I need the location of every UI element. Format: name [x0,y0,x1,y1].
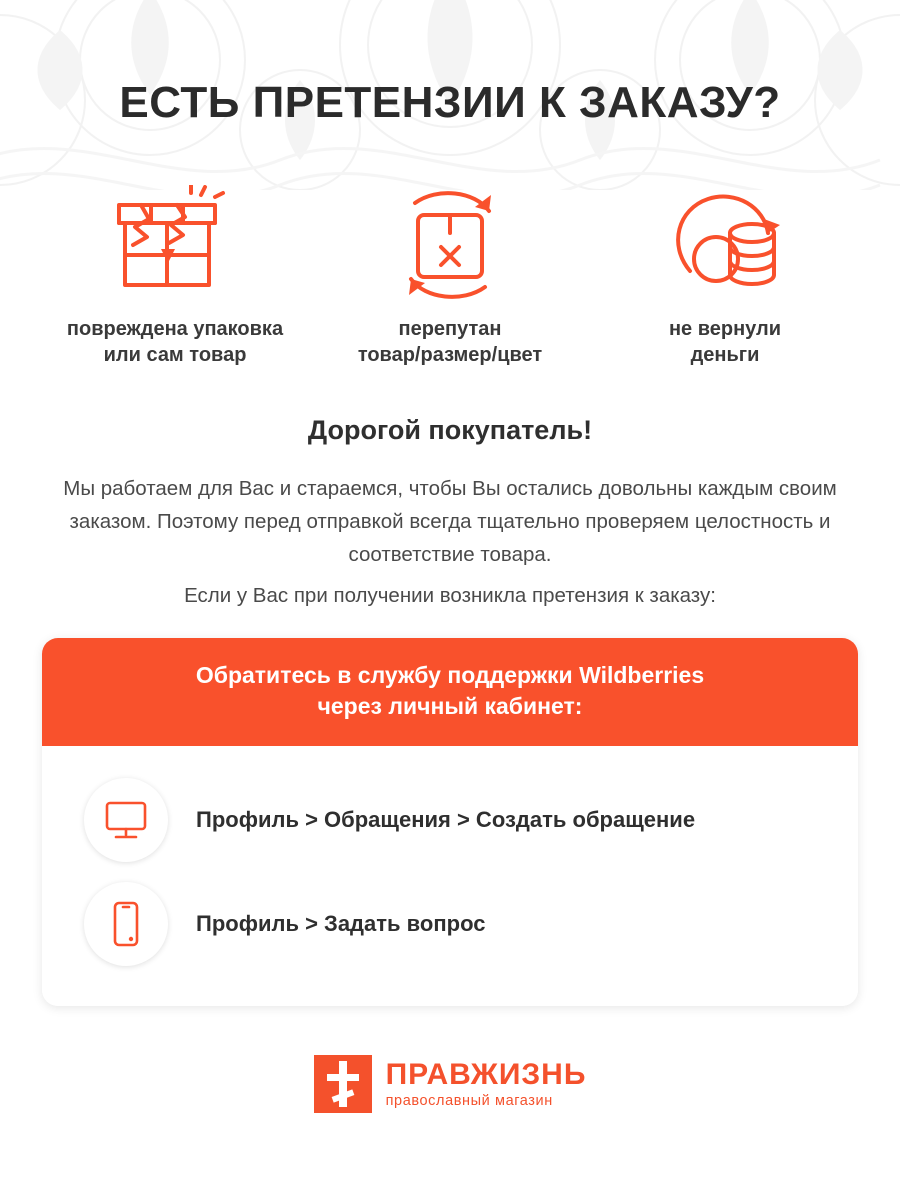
reason-caption-line2: товар/размер/цвет [357,344,543,367]
reason-caption [315,316,585,369]
brand-name: ПРАВЖИЗНЬ [385,1058,587,1092]
reason-item-wrong-item [315,180,585,369]
reason-caption-line2: деньги [690,344,760,367]
claim-condition-paragraph: Если у Вас при получении возникла претензия к заказу: [184,584,716,607]
desktop-monitor-icon [84,778,168,862]
brand-tagline: православный магазин [385,1092,553,1109]
reason-item-no-refund [590,180,860,369]
support-card-body [42,746,858,1006]
support-path-text: Профиль > Обращения > Создать обращение [196,807,696,833]
support-instructions-card [42,638,858,1006]
support-path-row-desktop [42,768,858,872]
support-header-line2: через личный кабинет: [317,693,583,720]
refund-coins-icon [590,180,860,310]
reason-caption-line2: или сам товар [103,344,247,367]
greeting-heading: Дорогой покупатель! [307,415,593,445]
brand-footer [0,1055,900,1113]
reason-caption-line1: перепутан [398,318,502,340]
brand-text [386,1059,587,1109]
reason-caption [590,316,860,369]
reason-caption-line1: не вернули [668,318,782,340]
orthodox-cross-logo-icon [314,1055,372,1113]
support-path-row-mobile [42,872,858,976]
mobile-phone-icon [84,882,168,966]
wrong-item-box-icon [315,180,585,310]
reason-caption [40,316,310,369]
reasons-list [40,180,860,369]
support-card-header [42,638,858,746]
reason-item-damaged-package [40,180,310,369]
reason-caption-line1: повреждена упаковка [66,318,284,340]
damaged-package-icon [40,180,310,310]
support-path-text: Профиль > Задать вопрос [196,911,486,937]
page-title: ЕСТЬ ПРЕТЕНЗИИ К ЗАКАЗУ? [119,78,781,127]
support-header-line1: Обратитесь в службу поддержки Wildberries [195,662,705,688]
intro-paragraph: Мы работаем для Вас и стараемся, чтобы Вы остались довольны каждым своим заказом. Поэтому перед отправкой всегда тщательно проверяем целостность и соответствие товара. [63,477,837,567]
